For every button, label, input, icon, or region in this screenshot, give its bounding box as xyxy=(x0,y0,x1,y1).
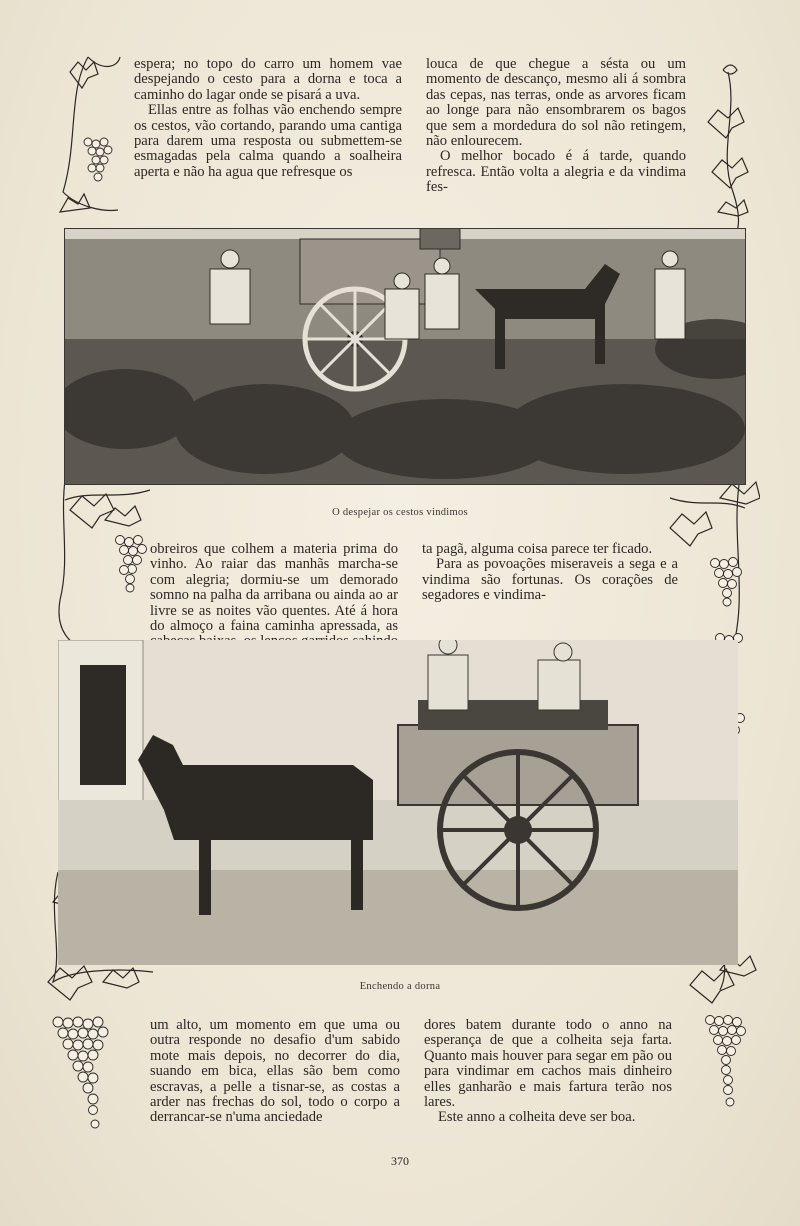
photo-caption: O despejar os cestos vindimos xyxy=(332,507,468,518)
paragraph: dores batem durante todo o anno na esperança de que a colheita seja farta. Quanto mais houver para segar em pão ou para vindimar em cachos mais dinheiro elles ganharão e mais fartura terão nos lares. xyxy=(424,1017,672,1111)
grape-vine-ornament-mid-left xyxy=(50,480,160,650)
photo-despejar-cestos xyxy=(64,228,746,485)
page-number: 370 xyxy=(391,1154,409,1168)
paragraph: Ellas entre as folhas vão enchendo sempre os cestos, vão cortando, parando uma cantiga para darem uma resposta ou submettem-se esmagadas pela calma quando a soalheira aperta e não ha agua que refresque os xyxy=(134,102,402,180)
paragraph: um alto, um momento em que uma ou outra responde no desafio d'um sabido mote mais depois, no decorrer do dia, suando em bica, ellas são bem como escravas, a pelle a tisnar-se, as costas a arder nas frechas do sol, todo o corpo a derrancar-se n'uma anciedade xyxy=(150,1017,400,1126)
paragraph: Este anno a colheita deve ser boa. xyxy=(438,1109,636,1126)
paragraph: ta pagã, alguma coisa parece ter ficado. xyxy=(422,541,653,557)
vine-leaf-ornament-top-right xyxy=(698,62,763,247)
text-column-bottom-left xyxy=(150,1018,400,1126)
text-column-bottom-right xyxy=(424,1018,672,1126)
paragraph: obreiros que colhem a materia prima do vinho. Ao raiar das manhãs marcha-se com alegria; dormiu-se um demorado somno na palha da arribana ou ainda ao ar livre se as noites vão quentes. Até á hora do almoço a faina caminha apressada, as xyxy=(150,541,398,635)
photo-enchendo-dorna xyxy=(58,640,738,965)
text-column-mid-right xyxy=(422,542,678,604)
text-column-top-left xyxy=(134,57,402,180)
grape-vine-ornament-top-left xyxy=(48,52,128,217)
photo-caption: Enchendo a dorna xyxy=(359,981,441,992)
text-column-top-right xyxy=(426,57,686,196)
paragraph: espera; no topo do carro um homem vae despejando o cesto para a dorna e toca a caminho do lagar onde se pisará a uva. xyxy=(134,56,402,103)
paragraph: O melhor bocado é á tarde, quando refresca. Então volta a alegria e da vindima fes- xyxy=(426,148,686,196)
paragraph: Para as povoações miseraveis a sega e a vindima são fortunas. Os corações de segadores e vindima- xyxy=(422,556,678,604)
paragraph: louca de que chegue a sésta ou um momento de descanço, mesmo ali á sombra das cepas, nas terras, onde as arvores ficam ao longe para não ensombrarem os bagos que sem a mordedura do sol não retingem, não enlourecem. xyxy=(426,56,686,150)
